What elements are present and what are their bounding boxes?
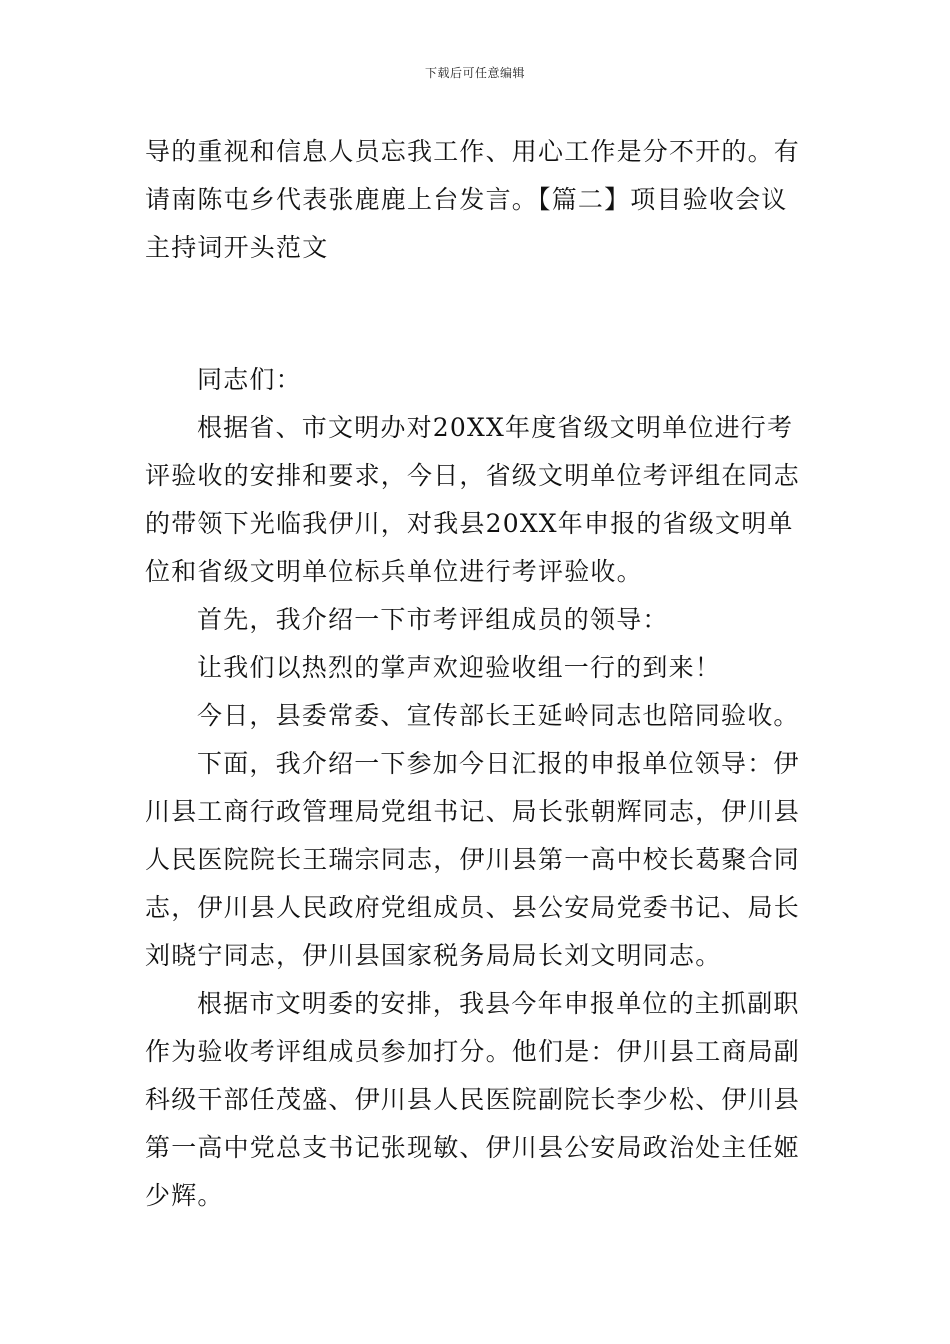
paragraph: 今日，县委常委、宣传部长王延岭同志也陪同验收。 xyxy=(197,701,800,730)
paragraph-gap xyxy=(145,272,807,356)
paragraph: 根据市文明委的安排，我县今年申报单位的主抓副职作为验收考评组成员参加打分。他们是：伊川县工商局副科级干部任茂盛、伊川县人民医院副院长李少松、伊川县第一高中党总支书记张现敏、伊川县公安局政治处主任姬少辉。 xyxy=(145,989,801,1210)
paragraph: 根据省、市文明办对20XX年度省级文明单位进行考评验收的安排和要求，今日，省级文明单位考评组在同志的带领下光临我伊川，对我县20XX年申报的省级文明单位和省级文明单位标兵单位进行考评验收。 xyxy=(145,413,801,586)
page-header: 下载后可任意编辑 xyxy=(424,66,525,80)
paragraph-continuation: 导的重视和信息人员忘我工作、用心工作是分不开的。有请南陈屯乡代表张鹿鹿上台发言。【篇二】项目验收会议主持词开头范文 xyxy=(145,137,801,262)
document-body xyxy=(145,128,807,1220)
paragraph: 让我们以热烈的掌声欢迎验收组一行的到来！ xyxy=(197,653,722,682)
paragraph: 下面，我介绍一下参加今日汇报的申报单位领导：伊川县工商行政管理局党组书记、局长张朝辉同志，伊川县人民医院院长王瑞宗同志，伊川县第一高中校长葛聚合同志，伊川县人民政府党组成员、县公安局党委书记、局长刘晓宁同志，伊川县国家税务局局长刘文明同志。 xyxy=(145,749,801,970)
paragraph-salutation: 同志们： xyxy=(197,365,302,394)
paragraph: 首先，我介绍一下市考评组成员的领导： xyxy=(197,605,669,634)
